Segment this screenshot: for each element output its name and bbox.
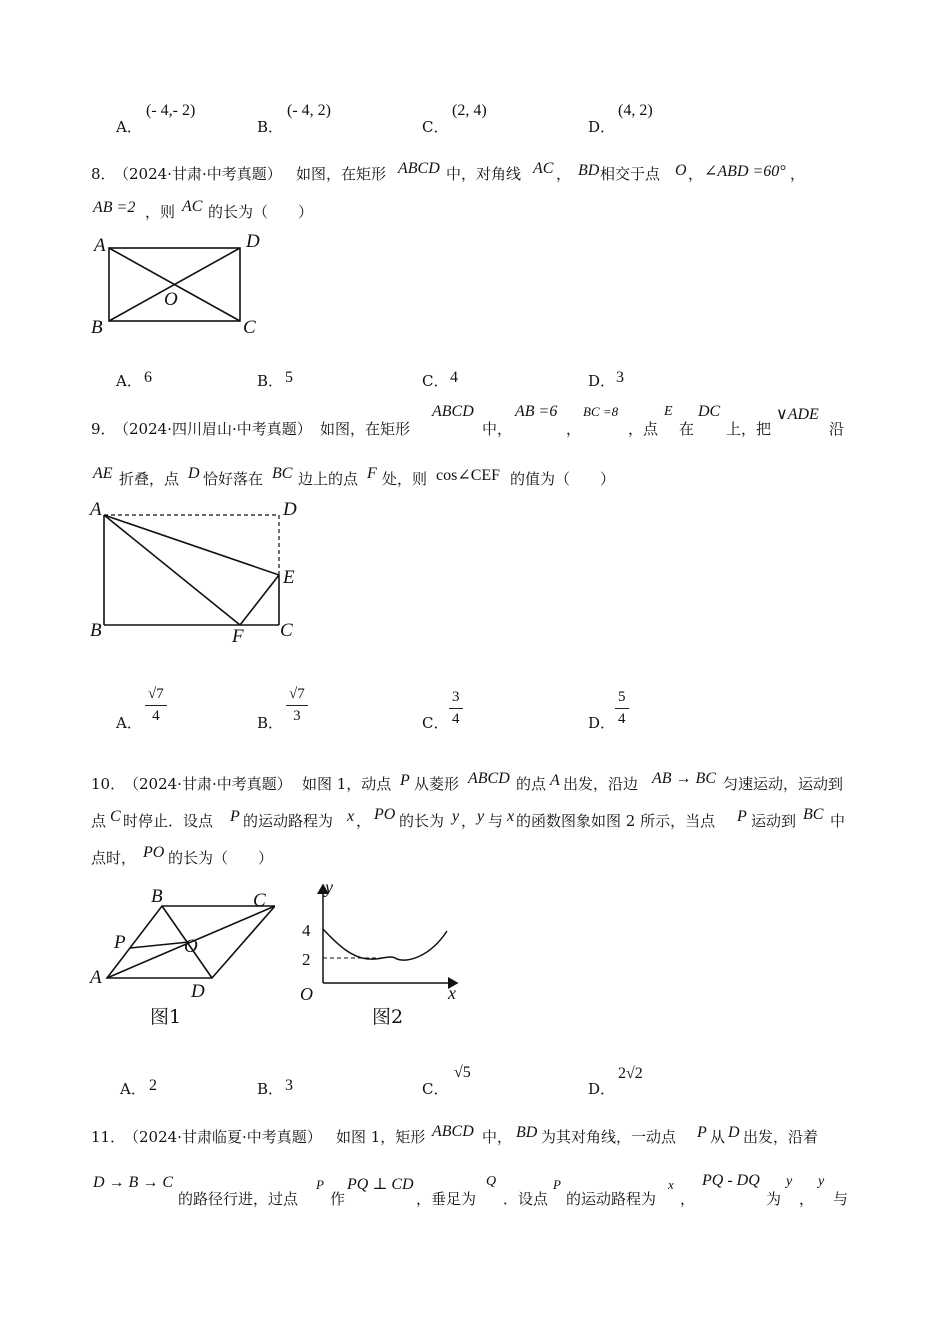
q10-fig2-tick-2: 2 bbox=[302, 950, 311, 969]
q11-text-9: ．设点 bbox=[503, 1190, 549, 1208]
q11-math-pq: PQ ⊥ CD bbox=[347, 1176, 414, 1193]
q8-math-bd: BD bbox=[578, 162, 600, 179]
q8-math-ab2: AB =2 bbox=[93, 199, 136, 216]
q9-text-6: 沿 bbox=[829, 420, 845, 438]
q8-label-c: C bbox=[243, 317, 256, 338]
q11-math-q: Q bbox=[486, 1174, 497, 1189]
q8-option-c-value: 4 bbox=[450, 369, 458, 386]
q10-option-d-letter[interactable]: D． bbox=[588, 1080, 616, 1098]
q10-option-c-letter[interactable]: C． bbox=[422, 1080, 449, 1098]
q9-number: 9． bbox=[91, 420, 116, 438]
q9-option-a-fraction bbox=[145, 686, 167, 725]
q10-option-d-value: 2√2 bbox=[618, 1065, 643, 1082]
q8-option-a-value: 6 bbox=[144, 369, 152, 386]
q10-math-abcd: ABCD bbox=[468, 770, 510, 787]
q8-label-o: O bbox=[164, 289, 178, 310]
q10-math-po2: PO bbox=[143, 844, 165, 861]
q11-text-8: ，垂足为 bbox=[416, 1190, 477, 1208]
q9-segment-ae bbox=[104, 515, 279, 575]
q8-text-2: 中，对角线 bbox=[446, 165, 522, 183]
q7-option-c-letter[interactable]: C． bbox=[422, 118, 449, 136]
q9-option-d-denominator: 4 bbox=[618, 711, 626, 727]
q10-text-11: ， bbox=[461, 812, 477, 830]
q10-option-b-letter[interactable]: B． bbox=[257, 1080, 284, 1098]
q9-option-c-fraction bbox=[449, 689, 463, 728]
q10-option-b-value: 3 bbox=[285, 1077, 293, 1094]
q8-option-b-value: 5 bbox=[285, 369, 293, 386]
q9-text-9: 边上的点 bbox=[298, 470, 359, 488]
q10-math-a: A bbox=[550, 772, 560, 789]
q10-math-x2: x bbox=[507, 808, 515, 825]
q8-label-d: D bbox=[246, 231, 260, 252]
q9-option-d-letter[interactable]: D． bbox=[588, 714, 616, 732]
q9-option-c-denominator: 4 bbox=[452, 711, 460, 727]
q7-option-b-letter[interactable]: B． bbox=[257, 118, 284, 136]
q10-source: （2024·甘肃·中考真题） bbox=[124, 775, 292, 793]
q10-fig1-label-b: B bbox=[151, 886, 163, 907]
q10-text-2: 从菱形 bbox=[414, 775, 460, 793]
q8-math-ac: AC bbox=[533, 160, 554, 177]
q9-math-tri: ∨ADE bbox=[776, 406, 819, 423]
q10-math-x: x bbox=[347, 808, 355, 825]
q9-label-e: E bbox=[283, 567, 295, 588]
q10-fig1-label-a: A bbox=[90, 967, 102, 988]
q9-label-b: B bbox=[90, 620, 102, 641]
q11-text-11: ， bbox=[680, 1190, 696, 1208]
q10-text-8: 的运动路程为 bbox=[243, 812, 334, 830]
q10-text-7: 时停止．设点 bbox=[123, 812, 214, 830]
q9-option-a-numerator: √7 bbox=[145, 686, 167, 706]
q9-math-cos: cos∠CEF bbox=[436, 467, 501, 484]
q11-math-y: y bbox=[786, 1174, 793, 1189]
q8-text-1: 如图，在矩形 bbox=[296, 165, 387, 183]
q10-text-9: ， bbox=[356, 812, 372, 830]
q9-option-c-numerator: 3 bbox=[449, 689, 463, 709]
q9-comma: ， bbox=[566, 420, 582, 438]
q11-math-p2: P bbox=[316, 1177, 324, 1192]
q10-figure-2-graph bbox=[292, 875, 472, 1035]
q8-math-ac2: AC bbox=[182, 198, 203, 215]
q9-math-bc8: BC =8 bbox=[583, 404, 619, 419]
q9-segment-af bbox=[104, 515, 240, 625]
q7-option-c-value: (2, 4) bbox=[452, 102, 487, 119]
q8-label-a: A bbox=[94, 235, 106, 256]
q11-text-3: 为其对角线，一动点 bbox=[541, 1128, 677, 1146]
q9-label-a: A bbox=[90, 499, 102, 520]
q9-option-a-letter[interactable]: A． bbox=[116, 714, 142, 732]
q10-text-3: 的点 bbox=[516, 775, 547, 793]
q9-math-bc: BC bbox=[272, 465, 293, 482]
q10-text-1: 如图 1，动点 bbox=[302, 775, 392, 793]
q10-fig2-label-o: O bbox=[300, 984, 313, 1004]
q11-math-p: P bbox=[697, 1124, 707, 1141]
q10-option-a-letter[interactable]: A． bbox=[120, 1080, 146, 1098]
q11-text-6: 的路径行进，过点 bbox=[178, 1190, 299, 1208]
q8-comma: ， bbox=[556, 165, 572, 183]
q8-source: （2024·甘肃·中考真题） bbox=[114, 165, 282, 183]
q8-math-abcd: ABCD bbox=[398, 160, 440, 177]
q10-math-po: PO bbox=[374, 806, 396, 823]
q11-source: （2024·甘肃临夏·中考真题） bbox=[124, 1128, 322, 1146]
q10-text-14: 运动到 bbox=[751, 812, 797, 830]
q9-option-b-letter[interactable]: B． bbox=[257, 714, 284, 732]
q9-label-f: F bbox=[232, 626, 244, 647]
q9-math-e: E bbox=[664, 404, 673, 419]
q11-math-x: x bbox=[668, 1177, 674, 1192]
q11-number: 11． bbox=[91, 1128, 126, 1146]
q9-text-10: 处，则 bbox=[382, 470, 428, 488]
q7-option-a-letter[interactable]: A． bbox=[116, 118, 142, 136]
q8-text-6: ，则 bbox=[145, 203, 176, 221]
q10-fig2-label-y: y bbox=[325, 877, 333, 897]
q10-fig2-tick-4: 4 bbox=[302, 921, 311, 940]
q9-label-d: D bbox=[283, 499, 297, 520]
q10-option-a-value: 2 bbox=[149, 1077, 157, 1094]
q10-figure-1-rhombus bbox=[85, 880, 275, 1035]
q9-option-d-numerator: 5 bbox=[615, 689, 629, 709]
q11-text-14: 与 bbox=[833, 1190, 849, 1208]
q10-fig1-caption: 图1 bbox=[150, 1006, 182, 1028]
q7-option-a-value: (- 4,- 2) bbox=[146, 102, 196, 119]
q11-text-2: 中， bbox=[482, 1128, 513, 1146]
q11-math-bd: BD bbox=[516, 1124, 538, 1141]
q7-option-d-value: (4, 2) bbox=[618, 102, 653, 119]
q8-option-a-letter[interactable]: A． bbox=[116, 372, 142, 390]
q9-math-ae: AE bbox=[93, 465, 113, 482]
q9-option-b-fraction bbox=[286, 686, 308, 725]
q8-math-o: O bbox=[675, 162, 687, 179]
q8-number: 8． bbox=[91, 165, 116, 183]
q9-text-5: 上，把 bbox=[726, 420, 772, 438]
q11-math-pqdq: PQ - DQ bbox=[702, 1172, 760, 1189]
q10-fig1-label-c: C bbox=[253, 890, 266, 911]
q7-option-b-value: (- 4, 2) bbox=[287, 102, 331, 119]
q9-option-b-denominator: 3 bbox=[293, 708, 301, 724]
q11-math-path: D → B → C bbox=[93, 1174, 173, 1191]
q10-fig1-label-o: O bbox=[184, 936, 198, 957]
q8-text-4: ， bbox=[688, 165, 704, 183]
q9-text-7: 折叠，点 bbox=[119, 470, 180, 488]
q10-text-10: 的长为 bbox=[399, 812, 445, 830]
q11-text-1: 如图 1，矩形 bbox=[336, 1128, 426, 1146]
q11-math-abcd: ABCD bbox=[432, 1123, 474, 1140]
q9-option-a-denominator: 4 bbox=[152, 708, 160, 724]
q9-option-b-numerator: √7 bbox=[286, 686, 308, 706]
q11-text-7: 作 bbox=[330, 1190, 346, 1208]
q8-option-c-letter[interactable]: C． bbox=[422, 372, 449, 390]
q9-option-c-letter[interactable]: C． bbox=[422, 714, 449, 732]
q9-text-1: 如图，在矩形 bbox=[320, 420, 411, 438]
q10-fig2-label-x: x bbox=[448, 983, 456, 1003]
q9-text-2: 中， bbox=[482, 420, 513, 438]
q10-text-6: 点 bbox=[91, 812, 107, 830]
q9-source: （2024·四川眉山·中考真题） bbox=[114, 420, 312, 438]
q10-number: 10． bbox=[91, 775, 126, 793]
q8-figure-rectangle bbox=[85, 225, 275, 345]
q9-math-d: D bbox=[188, 465, 200, 482]
q8-math-angle: ∠ABD =60° bbox=[704, 163, 786, 180]
q10-math-y2: y bbox=[477, 808, 485, 825]
q10-fig2-caption: 图2 bbox=[372, 1006, 404, 1028]
q10-text-5: 匀速运动，运动到 bbox=[723, 775, 844, 793]
q10-option-c-value: √5 bbox=[454, 1064, 471, 1081]
q9-figure-rectangle bbox=[85, 495, 310, 650]
q10-text-17: 的长为（ ） bbox=[168, 849, 274, 867]
q9-segment-fe bbox=[240, 575, 279, 625]
q9-text-11: 的值为（ ） bbox=[510, 470, 616, 488]
q8-text-5: ， bbox=[790, 165, 806, 183]
q11-math-y2: y bbox=[818, 1174, 825, 1189]
q10-math-path: AB → BC bbox=[652, 770, 716, 787]
q10-fig1-label-p: P bbox=[114, 932, 126, 953]
q10-math-bc: BC bbox=[803, 806, 824, 823]
q10-text-15: 中 bbox=[830, 812, 846, 830]
q10-math-y: y bbox=[452, 808, 460, 825]
q8-text-7: 的长为（ ） bbox=[208, 203, 314, 221]
q10-text-16: 点时， bbox=[91, 849, 137, 867]
q8-option-b-letter[interactable]: B． bbox=[257, 372, 284, 390]
q8-text-3: 相交于点 bbox=[600, 165, 661, 183]
q10-math-p: P bbox=[400, 772, 410, 789]
q8-option-d-letter[interactable]: D． bbox=[588, 372, 616, 390]
q9-option-d-fraction bbox=[615, 689, 629, 728]
q11-text-5: 出发，沿着 bbox=[743, 1128, 819, 1146]
q11-math-p3: P bbox=[553, 1177, 561, 1192]
q11-text-10: 的运动路程为 bbox=[566, 1190, 657, 1208]
q10-text-4: 出发，沿边 bbox=[563, 775, 639, 793]
q10-text-13: 的函数图象如图 2 所示，当点 bbox=[516, 812, 716, 830]
q10-math-p3: P bbox=[737, 808, 747, 825]
q9-text-4: 在 bbox=[679, 420, 695, 438]
q11-text-13: ， bbox=[799, 1190, 815, 1208]
q10-function-curve bbox=[323, 929, 447, 960]
q9-math-dc: DC bbox=[698, 403, 721, 420]
q9-label-c: C bbox=[280, 620, 293, 641]
q9-math-f: F bbox=[367, 465, 377, 482]
q11-text-12: 为 bbox=[766, 1190, 782, 1208]
q9-math-ab6: AB =6 bbox=[515, 403, 558, 420]
q7-option-d-letter[interactable]: D． bbox=[588, 118, 616, 136]
q10-text-12: 与 bbox=[488, 812, 504, 830]
q9-math-abcd: ABCD bbox=[432, 403, 474, 420]
q11-text-4: 从 bbox=[710, 1128, 726, 1146]
q8-label-b: B bbox=[91, 317, 103, 338]
q8-option-d-value: 3 bbox=[616, 369, 624, 386]
q9-text-8: 恰好落在 bbox=[203, 470, 264, 488]
q10-math-c: C bbox=[110, 808, 121, 825]
q10-fig1-label-d: D bbox=[191, 981, 205, 1002]
q11-math-d: D bbox=[728, 1124, 740, 1141]
q10-math-p2: P bbox=[230, 808, 240, 825]
q9-text-3: ，点 bbox=[628, 420, 659, 438]
